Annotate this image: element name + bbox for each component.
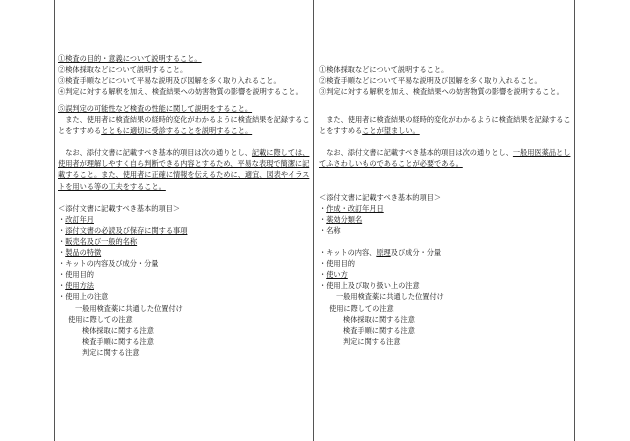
text-line <box>58 236 310 247</box>
spacer <box>319 181 571 192</box>
text-segment: 検査手順に関する注意 <box>343 325 415 335</box>
text-line <box>58 269 310 280</box>
text-segment: ③判定に対する解釈を加え、検査結果への妨害物質の影響を説明すること。 <box>319 87 564 97</box>
text-segment: ②検体採取などについて説明すること。 <box>58 65 188 75</box>
text-segment: 一般用検査薬に共通した位置付け <box>75 303 183 313</box>
text-line <box>319 258 571 269</box>
text-segment: ・ <box>58 214 66 224</box>
text-line <box>58 147 310 191</box>
spacer <box>319 103 571 114</box>
text-line <box>58 86 310 97</box>
underlined-text: ことが望ましい。 <box>362 126 420 136</box>
text-line <box>319 147 571 169</box>
text-segment: ・ <box>319 214 327 224</box>
underlined-text: 記載に際しては、使用者が理解しやすく自ら判断できる内容とするため、平易な表現で簡潔に記載すること。また、使用者に正確に情報を伝えるために、適宜、図表やイラストを用いる等の工夫をすること。 <box>58 148 310 191</box>
text-line <box>319 203 571 214</box>
text-line <box>58 325 310 336</box>
underlined-text: 添付文書の必読及び保存に関する事項 <box>65 225 188 235</box>
underlined-text: ⑤誤判定の可能性など検査の性能に関して説明をすること。 <box>58 103 253 113</box>
text-segment: 判定に関する注意 <box>343 336 401 346</box>
text-line <box>58 280 310 291</box>
table-border-left <box>54 0 55 441</box>
text-line <box>58 347 310 358</box>
text-segment: ・キットの内容及び成分・分量 <box>58 259 159 269</box>
text-segment: ・ <box>58 237 66 246</box>
text-line <box>319 214 571 225</box>
spacer <box>319 236 571 247</box>
underlined-text: 薬効分類名 <box>326 214 363 224</box>
text-line <box>319 280 571 291</box>
spacer <box>319 136 571 147</box>
text-segment: 使用に際しての注意 <box>329 303 394 313</box>
text-line <box>319 247 571 258</box>
text-segment: 一般用検査薬に共通した位置付け <box>336 292 444 302</box>
text-line <box>319 314 571 325</box>
text-line <box>58 75 310 86</box>
text-segment: ・ <box>58 281 66 291</box>
text-segment: 検体採取に関する注意 <box>343 314 415 324</box>
text-segment: ④判定に対する解釈を加え、検査結果への妨害物質の影響を説明すること。 <box>58 87 303 97</box>
text-segment: なお、添付文書に記載すべき基本的項目は次の通りとし、 <box>319 148 513 158</box>
spacer <box>58 192 310 203</box>
text-line <box>319 192 571 203</box>
text-line <box>319 303 571 314</box>
text-segment: ・使用上及び取り扱い上の注意 <box>319 281 420 291</box>
underlined-text: 製品の特徴 <box>65 248 102 258</box>
spacer <box>58 136 310 147</box>
underlined-text: 作成・改訂年月日 <box>326 203 384 213</box>
text-line <box>58 103 310 114</box>
spacer <box>319 53 571 64</box>
text-segment: 及び成分・分量 <box>390 248 442 258</box>
text-line <box>319 225 571 236</box>
current-column <box>319 53 571 441</box>
text-segment: 使用に際しての注意 <box>68 314 133 324</box>
text-segment: ①検体採取などについて説明すること。 <box>319 65 449 75</box>
text-line <box>58 258 310 269</box>
text-line <box>58 336 310 347</box>
text-segment: ＜添付文書に記載すべき基本的項目＞ <box>58 203 181 213</box>
text-segment: ②検査手順などについて平易な説明及び図解を多く取り入れること。 <box>319 76 542 86</box>
text-line <box>58 53 310 64</box>
text-line <box>58 64 310 75</box>
text-segment: ・ <box>58 248 66 258</box>
text-segment: 判定に関する注意 <box>82 347 140 357</box>
text-segment: なお、添付文書に記載すべき基本的項目は次の通りとし、 <box>58 148 252 158</box>
text-line <box>58 225 310 236</box>
text-line <box>58 314 310 325</box>
text-line <box>319 64 571 75</box>
text-segment: また、使用者に検査結果の経時的変化がわかるように検査結果を記録することをすすめる <box>58 114 310 136</box>
text-line <box>58 291 310 302</box>
underlined-text: 一般用医薬品としてふさわしいものであることが必要である。 <box>319 148 571 169</box>
text-line <box>319 114 571 136</box>
underlined-text: ①検査の目的・意義について説明すること。 <box>58 54 202 63</box>
text-line <box>319 269 571 280</box>
text-segment: ③検査手順などについて平易な説明及び図解を多く取り入れること。 <box>58 76 281 86</box>
text-line <box>319 325 571 336</box>
text-segment: ・使用上の注意 <box>58 292 109 302</box>
text-line <box>58 114 310 136</box>
text-line <box>58 203 310 214</box>
text-segment: 検査手順に関する注意 <box>82 336 154 346</box>
revised-column <box>58 53 310 441</box>
text-segment: ・使用目的 <box>319 259 355 269</box>
text-line <box>58 303 310 314</box>
text-segment: ・ <box>319 203 327 213</box>
text-segment: ・使用目的 <box>58 270 94 280</box>
text-segment: また、使用者に検査結果の経時的変化がわかるように検査結果を記録することをすすめる <box>319 114 571 136</box>
underlined-text: 使用方法 <box>65 281 94 291</box>
text-segment: ・ <box>58 225 66 235</box>
text-segment: ・キットの内容、 <box>319 248 377 258</box>
underlined-text: 使い方 <box>326 270 348 280</box>
text-segment: 検体採取に関する注意 <box>82 325 154 335</box>
underlined-text: とともに適切に受診することを説明すること。 <box>101 126 253 136</box>
table-border-middle <box>313 0 314 441</box>
text-segment: ・ <box>319 270 327 280</box>
text-segment: ・名称 <box>319 225 341 235</box>
underlined-text: 原理 <box>376 248 391 258</box>
text-line <box>58 214 310 225</box>
table-border-right <box>574 0 575 441</box>
text-line <box>319 75 571 86</box>
underlined-text: 販売名及び一般的名称 <box>65 237 138 246</box>
text-line <box>319 291 571 302</box>
spacer <box>319 169 571 180</box>
text-line <box>319 86 571 97</box>
text-segment: ＜添付文書に記載すべき基本的項目＞ <box>319 192 442 202</box>
text-line <box>319 336 571 347</box>
underlined-text: 改訂年月 <box>65 214 94 224</box>
text-line <box>58 247 310 258</box>
